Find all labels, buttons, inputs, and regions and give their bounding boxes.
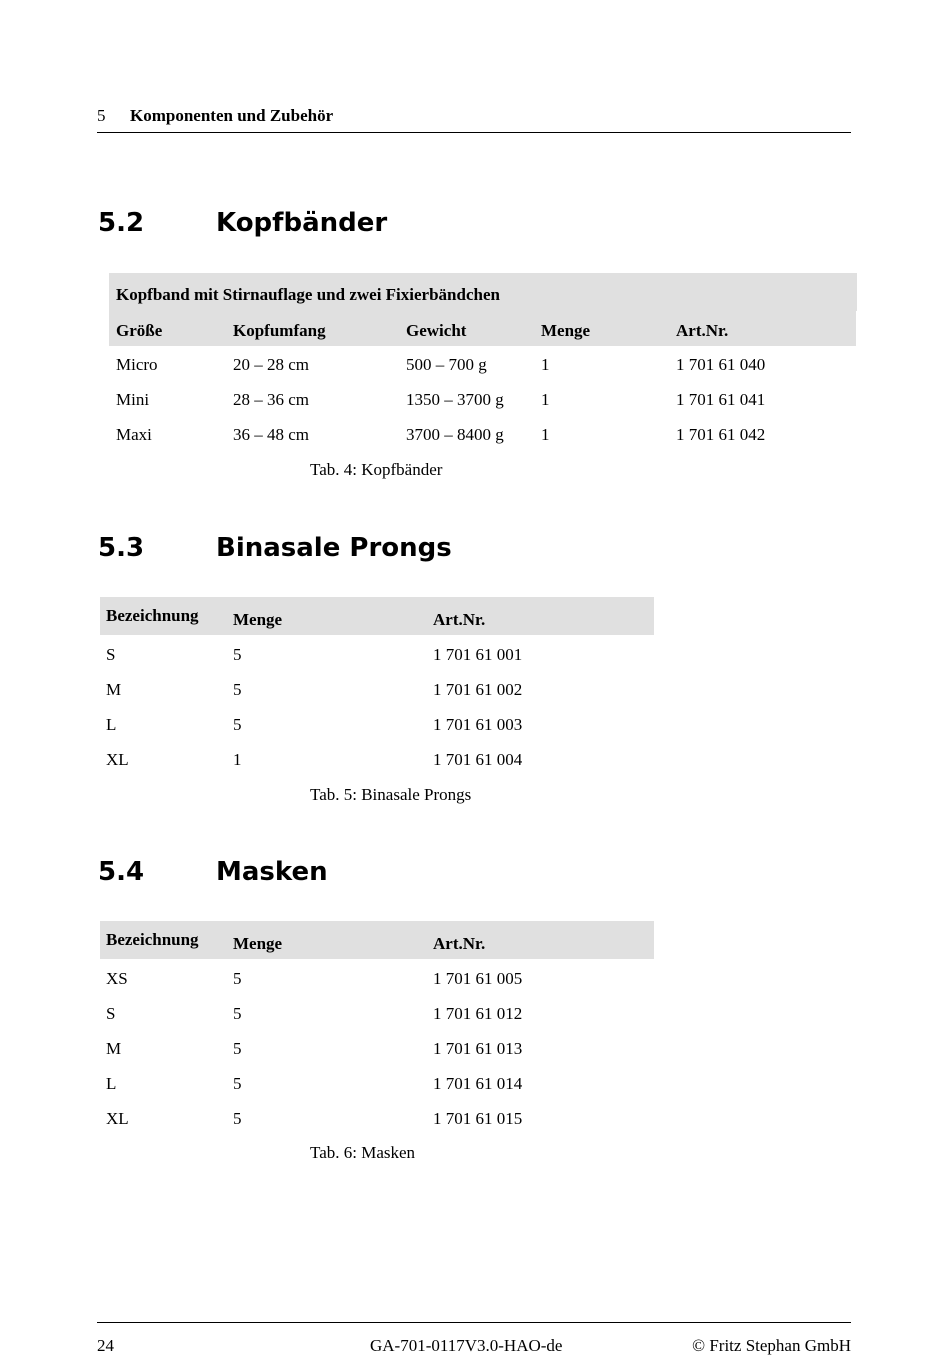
table-cell: Micro: [116, 355, 158, 374]
column-header: Menge: [233, 610, 283, 629]
section-title: Masken: [216, 857, 328, 887]
table-cell: 5: [233, 645, 242, 664]
copyright: © Fritz Stephan GmbH: [692, 1336, 851, 1355]
column-header: Art.Nr.: [433, 934, 486, 953]
footer-rule: [97, 1322, 851, 1323]
table-cell: XL: [106, 1109, 129, 1128]
table-cell: 1 701 61 013: [433, 1039, 523, 1058]
column-header: Menge: [233, 934, 283, 953]
table-cell: S: [106, 645, 116, 664]
column-header: Gewicht: [406, 321, 467, 340]
column-header: Bezeichnung: [106, 606, 199, 625]
table-cell: 1 701 61 002: [433, 680, 523, 699]
section-number: 5.3: [98, 533, 145, 563]
table-cell: S: [106, 1004, 116, 1023]
table-cell: 5: [233, 715, 242, 734]
table-cell: 1 701 61 003: [433, 715, 523, 734]
table-cell: L: [106, 1074, 117, 1093]
column-header: Größe: [116, 321, 163, 340]
table-cell: 5: [233, 1074, 242, 1093]
table-cell: 28 – 36 cm: [233, 390, 310, 409]
table-header-background: [109, 311, 856, 346]
table-cell: 1: [541, 390, 550, 409]
table-cell: 5: [233, 1109, 242, 1128]
table-cell: 1 701 61 012: [433, 1004, 523, 1023]
table-cell: Mini: [116, 390, 150, 409]
table-cell: 1 701 61 040: [676, 355, 766, 374]
table-cell: 1350 – 3700 g: [406, 390, 504, 409]
table-cell: 1: [541, 355, 550, 374]
table-cell: XL: [106, 750, 129, 769]
column-header: Menge: [541, 321, 591, 340]
section-number: 5.2: [98, 208, 145, 238]
table-cell: 1 701 61 014: [433, 1074, 523, 1093]
section-number: 5.4: [98, 857, 145, 887]
table-cell: M: [106, 1039, 122, 1058]
table-cell: 1: [233, 750, 242, 769]
header-rule: [97, 132, 851, 133]
section-heading-binasale-prongs: [98, 533, 452, 563]
table-cell: 5: [233, 969, 242, 988]
table-cell: 1 701 61 015: [433, 1109, 523, 1128]
column-header: Art.Nr.: [433, 610, 486, 629]
table-cell: 5: [233, 1039, 242, 1058]
table-cell: 1 701 61 005: [433, 969, 523, 988]
table-cell: 1 701 61 042: [676, 425, 766, 444]
section-heading-kopfbaender: [98, 208, 387, 238]
table-cell: M: [106, 680, 122, 699]
table-cell: 36 – 48 cm: [233, 425, 310, 444]
page-number: 24: [97, 1336, 114, 1355]
table-cell: 1 701 61 004: [433, 750, 523, 769]
table-cell: Maxi: [116, 425, 152, 444]
column-header: Bezeichnung: [106, 930, 199, 949]
section-title: Kopfbänder: [216, 208, 388, 238]
chapter-number: 5: [97, 106, 106, 125]
table-cell: L: [106, 715, 117, 734]
table-caption: Tab. 6: Masken: [310, 1143, 416, 1162]
table-cell: 20 – 28 cm: [233, 355, 310, 374]
section-heading-masken: [98, 857, 328, 887]
table-cell: 500 – 700 g: [406, 355, 487, 374]
table-title: Kopfband mit Stirnauflage und zwei Fixierbändchen: [116, 285, 500, 304]
table-cell: 3700 – 8400 g: [406, 425, 504, 444]
chapter-title: Komponenten und Zubehör: [130, 106, 334, 125]
table-cell: XS: [106, 969, 128, 988]
column-header: Art.Nr.: [676, 321, 729, 340]
table-cell: 5: [233, 1004, 242, 1023]
table-cell: 5: [233, 680, 242, 699]
table-caption: Tab. 5: Binasale Prongs: [310, 785, 472, 804]
section-title: Binasale Prongs: [216, 533, 452, 563]
table-cell: 1 701 61 041: [676, 390, 766, 409]
table-cell: 1: [541, 425, 550, 444]
document-id: GA-701-0117V3.0-HAO-de: [370, 1336, 563, 1355]
table-caption: Tab. 4: Kopfbänder: [310, 460, 443, 479]
column-header: Kopfumfang: [233, 321, 326, 340]
table-cell: 1 701 61 001: [433, 645, 523, 664]
running-header: [97, 106, 333, 126]
